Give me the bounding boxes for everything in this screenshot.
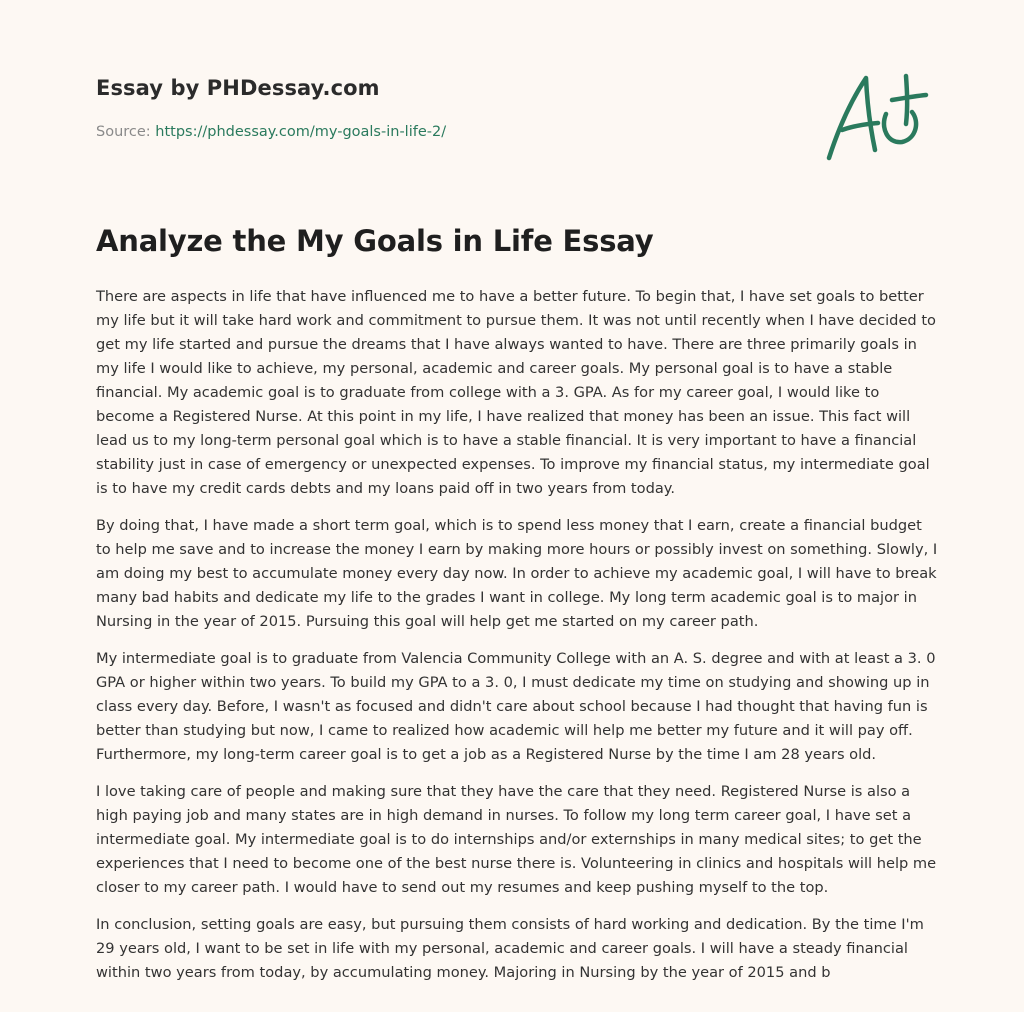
essay-paragraph: There are aspects in life that have influenced me to have a better future. To begin that, I have set goals to better my life but it will take hard work and commitment to pursue them. It was not until recently when I have decided to get my life started and pursue the dreams that I have always wanted to have. There are three primarily goals in my life I would like to achieve, my personal, academic and career goals. My personal goal is to have a stable financial. My academic goal is to graduate from college with a 3. GPA. As for my career goal, I would like to become a Registered Nurse. At this point in my life, I have realized that money has been an issue. This fact will lead us to my long-term personal goal which is to have a stable financial. It is very important to have a financial stability just in case of emergency or unexpected expenses. To improve my financial status, my intermediate goal is to have my credit cards debts and my loans paid off in two years from today. xyxy=(96,288,936,497)
site-title: Essay by PHDessay.com xyxy=(96,76,380,100)
essay-paragraph: I love taking care of people and making sure that they have the care that they need. Registered Nurse is also a high paying job and many states are in high demand in nurses. To follow my long term career goal, I have set a intermediate goal. My intermediate goal is to do internships and/or externships in many medical sites; to get the experiences that I need to become one of the best nurse there is. Volunteering in clinics and hospitals will help me closer to my career path. I would have to send out my resumes and keep pushing myself to the top. xyxy=(96,783,937,896)
essay-paragraph: My intermediate goal is to graduate from Valencia Community College with an A. S. degree and with at least a 3. 0 GPA or higher within two years. To build my GPA to a 3. 0, I must dedicate my time on studying and showing up in class every day. Before, I wasn't as focused and didn't care about school because I had thought that having fun is better than studying but now, I came to realized how academic will help me better my future and it will pay off. Furthermore, my long-term career goal is to get a job as a Registered Nurse by the time I am 28 years old. xyxy=(96,650,936,763)
source-link[interactable]: https://phdessay.com/my-goals-in-life-2/ xyxy=(155,124,447,140)
source-label: Source: xyxy=(96,124,151,140)
a-plus-grade-icon xyxy=(820,68,930,164)
essay-paragraph: In conclusion, setting goals are easy, but pursuing them consists of hard working and dedication. By the time I'm 29 years old, I want to be set in life with my personal, academic and career goals. I will have a steady financial within two years from today, by accumulating money. Majoring in Nursing by the year of 2015 and b xyxy=(96,916,924,981)
essay-title: Analyze the My Goals in Life Essay xyxy=(96,224,654,258)
source-line xyxy=(96,124,446,140)
essay-paragraph: By doing that, I have made a short term goal, which is to spend less money that I earn, create a financial budget to help me save and to increase the money I earn by making more hours or possibly invest on something. Slowly, I am doing my best to accumulate money every day now. In order to achieve my academic goal, I will have to break many bad habits and dedicate my life to the grades I want in college. My long term academic goal is to major in Nursing in the year of 2015. Pursuing this goal will help get me started on my career path. xyxy=(96,517,938,630)
essay-body xyxy=(96,285,938,998)
